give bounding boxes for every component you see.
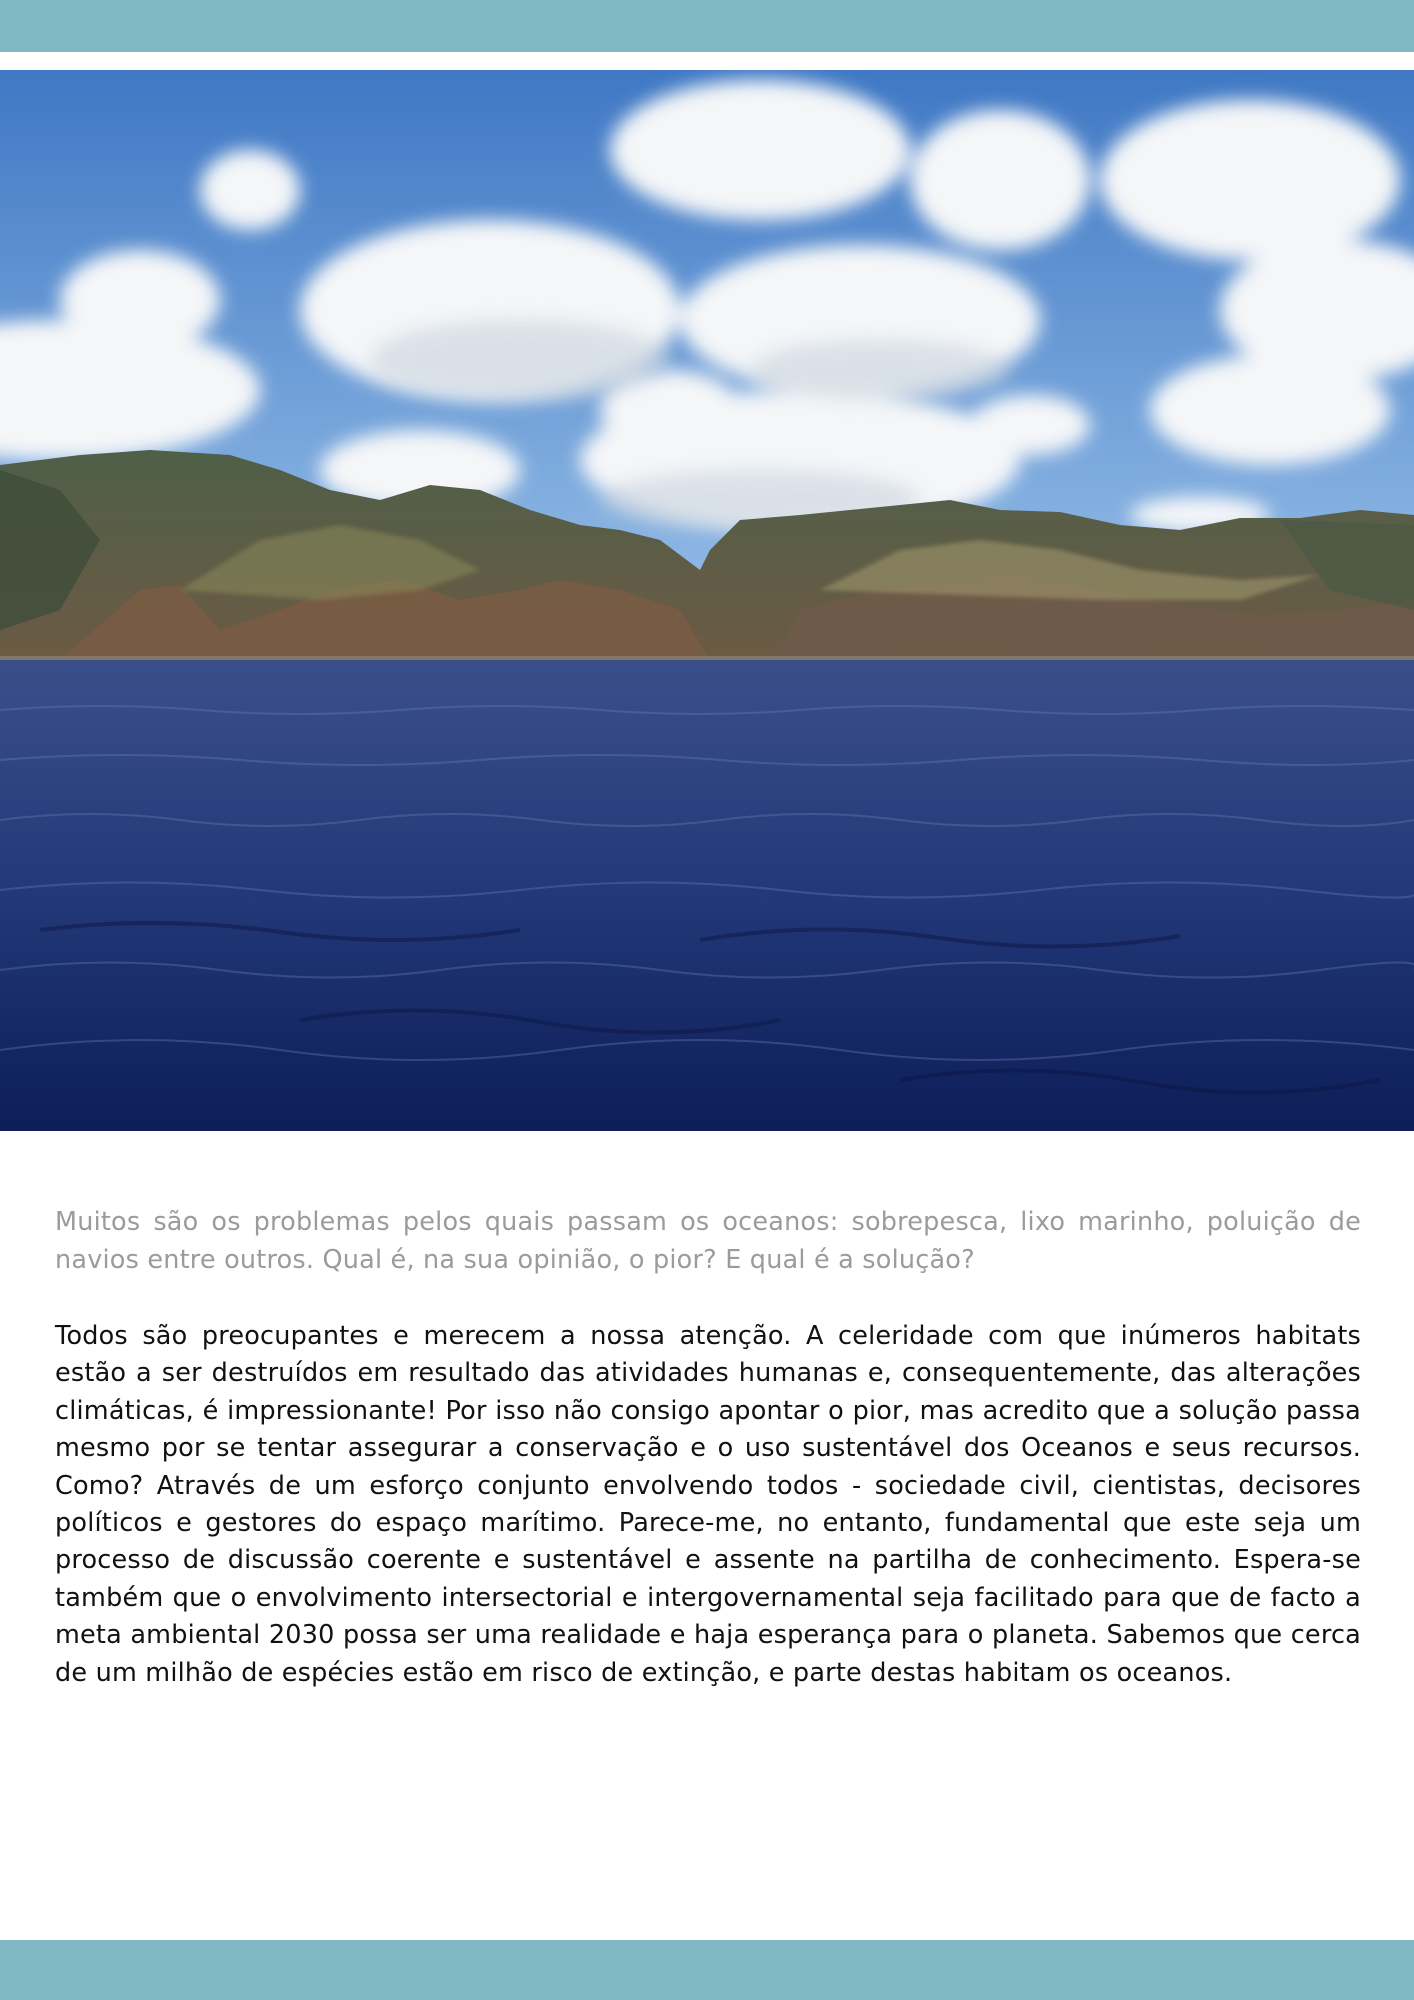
top-color-band xyxy=(0,0,1414,52)
interview-answer: Todos são preocupantes e merecem a nossa atenção. A celeridade com que inúmeros habitats estão a ser destruídos em resultado das atividades humanas e, consequentemente, das alterações climáticas, é impressionante! Por isso não consigo apontar o pior, mas acredito que a solução passa mesmo por se tentar assegurar a conservação e o uso sustentável dos Oceanos e seus recursos. Como? Através de um esforço conjunto envolvendo todos - sociedade civil, cientistas, decisores políticos e gestores do espaço marítimo. Parece-me, no entanto, fundamental que este seja um processo de discussão coerente e sustentável e assente na partilha de conhecimento. Espera-se também que o envolvimento intersectorial e intergovernamental seja facilitado para que de facto a meta ambiental 2030 possa ser uma realidade e haja esperança para o planeta. Sabemos que cerca de um milhão de espécies estão em risco de extinção, e parte destas habitam os oceanos. xyxy=(55,1321,1361,1688)
coastal-landscape-photo xyxy=(0,70,1414,1131)
interview-question: Muitos são os problemas pelos quais passam os oceanos: sobrepesca, lixo marinho, poluição de navios entre outros. Qual é, na sua opinião, o pior? E qual é a solução? xyxy=(55,1207,1361,1275)
sea xyxy=(0,660,1414,1131)
bottom-color-band xyxy=(0,1940,1414,2000)
